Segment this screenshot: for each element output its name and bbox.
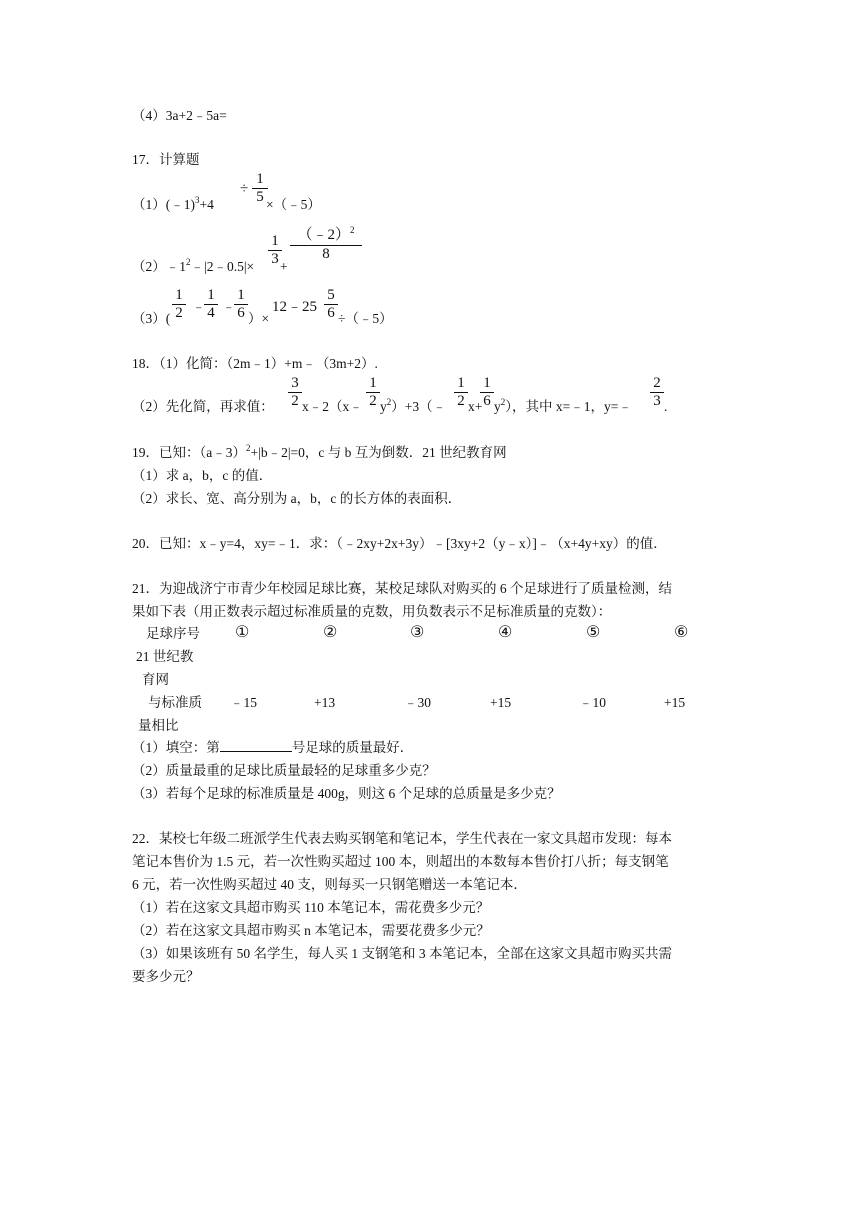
deviation-value: +13: [314, 695, 336, 710]
watermark-text: 育网: [142, 672, 169, 687]
table-row-label: 与标准质: [148, 695, 202, 710]
problem-22-4: 要多少元？: [132, 969, 200, 984]
problem-17-2: [132, 258, 254, 277]
problem-17-1: [132, 196, 214, 215]
denominator: 5: [256, 189, 264, 205]
denominator: 3: [271, 251, 279, 267]
numerator: 1: [256, 171, 264, 187]
fraction: [290, 225, 362, 262]
answer-blank[interactable]: [220, 739, 292, 752]
watermark-text: 21 世纪教: [136, 649, 194, 664]
expr-text: x﹣2（x﹣: [302, 399, 363, 414]
problem-22-2: （2）若在这家文具超市购买 n 本笔记本，需要花费多少元？: [132, 923, 490, 938]
table-header-label: 足球序号: [146, 626, 200, 641]
fraction: 1 6: [480, 376, 494, 409]
fraction: 1 6: [234, 288, 248, 321]
problem-22-1: （1）若在这家文具超市购买 110 本笔记本，需花费多少元？: [132, 900, 490, 915]
deviation-value: ﹣15: [230, 695, 257, 710]
expr-text: $y^2)+3(﹣$: [380, 397, 447, 414]
numerator: （﹣2）$^2$: [297, 225, 355, 243]
ball-number: ①: [235, 624, 250, 641]
expr-text: ）×: [248, 311, 270, 326]
problem-21-line2: 果如下表（用正数表示超过标准质量的克数，用负数表示不足标准质量的克数）：: [132, 604, 612, 619]
mixed-number: 12﹣25: [272, 299, 318, 315]
period: .: [664, 399, 668, 414]
fraction: 1 2: [454, 376, 468, 409]
exponent: 3: [195, 195, 200, 205]
problem-19: 19．已知：（a﹣3）$^2$+|b﹣2|=0，c 与 b 互为倒数．21 世纪教育网: [132, 443, 507, 460]
fraction: 1 2: [172, 288, 186, 321]
problem-19-1: （1）求 a，b，c 的值．: [132, 468, 273, 483]
problem-22-3: （3）如果该班有 50 名学生，每人买 1 支钢笔和 3 本笔记本，全部在这家文具超市购买共需: [132, 946, 672, 961]
fraction: 3 2: [288, 376, 302, 409]
exponent: 2: [186, 257, 191, 267]
expr-text: ×（﹣5）: [266, 197, 321, 212]
expr-text: （1）(﹣1): [132, 197, 195, 212]
problem-21-1: （1）填空：第 号足球的质量最好．: [132, 740, 414, 755]
expr-text: （2）﹣1: [132, 259, 186, 274]
problem-18-1: 18．（1）化简：（2m﹣1）+m﹣（3m+2）.: [132, 356, 378, 371]
numerator: 1: [271, 233, 279, 249]
fraction: 5 6: [324, 288, 338, 321]
problem-19-2: （2）求长、宽、高分别为 a，b，c 的长方体的表面积．: [132, 491, 462, 506]
table-row-label: 量相比: [138, 718, 179, 733]
ball-number: ③: [410, 624, 425, 641]
deviation-value: +15: [664, 695, 686, 710]
expr-text: $y^2$），其中 x=﹣1，y=﹣: [494, 397, 632, 414]
divide-sign: ÷: [240, 181, 249, 197]
expr-text: x+: [468, 399, 483, 414]
problem-21-2: （2）质量最重的足球比质量最轻的足球重多少克？: [132, 763, 436, 778]
ball-number: ④: [498, 624, 513, 641]
problem-16-4: （4）3a+2﹣5a=: [132, 108, 227, 123]
deviation-value: ﹣10: [579, 695, 606, 710]
deviation-value: +15: [490, 695, 512, 710]
problem-22-line2: 笔记本售价为 1.5 元，若一次性购买超过 100 本，则超出的本数每本售价打八折；每支钢笔: [132, 854, 669, 869]
expr-text: ﹣|2﹣0.5|×: [190, 259, 255, 274]
problem-21-3: （3）若每个足球的标准质量是 400g，则这 6 个足球的总质量是多少克？: [132, 786, 561, 801]
problem-20: 20．已知：x﹣y=4，xy=﹣1．求：（﹣2xy+2x+3y）﹣[3xy+2（y﹣x）]﹣（x+4y+xy）的值．: [132, 536, 667, 551]
expr-text: ÷（﹣5）: [338, 311, 393, 326]
football-table: [136, 622, 730, 738]
fraction: 1 2: [366, 376, 380, 409]
denominator: 8: [322, 246, 330, 262]
problem-21-line1: 21．为迎战济宁市青少年校园足球比赛，某校足球队对购买的 6 个足球进行了质量检测，结: [132, 581, 672, 596]
problem-22-line1: 22．某校七年级二班派学生代表去购买钢笔和笔记本，学生代表在一家文具超市发现：每本: [132, 831, 672, 846]
minus-sign: ﹣: [192, 299, 206, 314]
problem-22-line3: 6 元，若一次性购买超过 40 支，则每买一只钢笔赠送一本笔记本．: [132, 877, 527, 892]
ball-number: ⑥: [674, 624, 689, 641]
ball-number: ②: [323, 624, 338, 641]
fraction: 2 3: [650, 376, 664, 409]
problem-17-3: （3）(: [132, 311, 171, 326]
fraction: 1 4: [204, 288, 218, 321]
ball-number: ⑤: [586, 624, 601, 641]
expr-text: +4: [199, 197, 214, 212]
deviation-value: ﹣30: [404, 695, 431, 710]
minus-sign: ﹣: [222, 299, 236, 314]
plus-sign: +: [280, 259, 288, 274]
problem-17-title: 17．计算题: [132, 152, 200, 167]
problem-18-2: （2）先化简，再求值：: [132, 399, 274, 414]
